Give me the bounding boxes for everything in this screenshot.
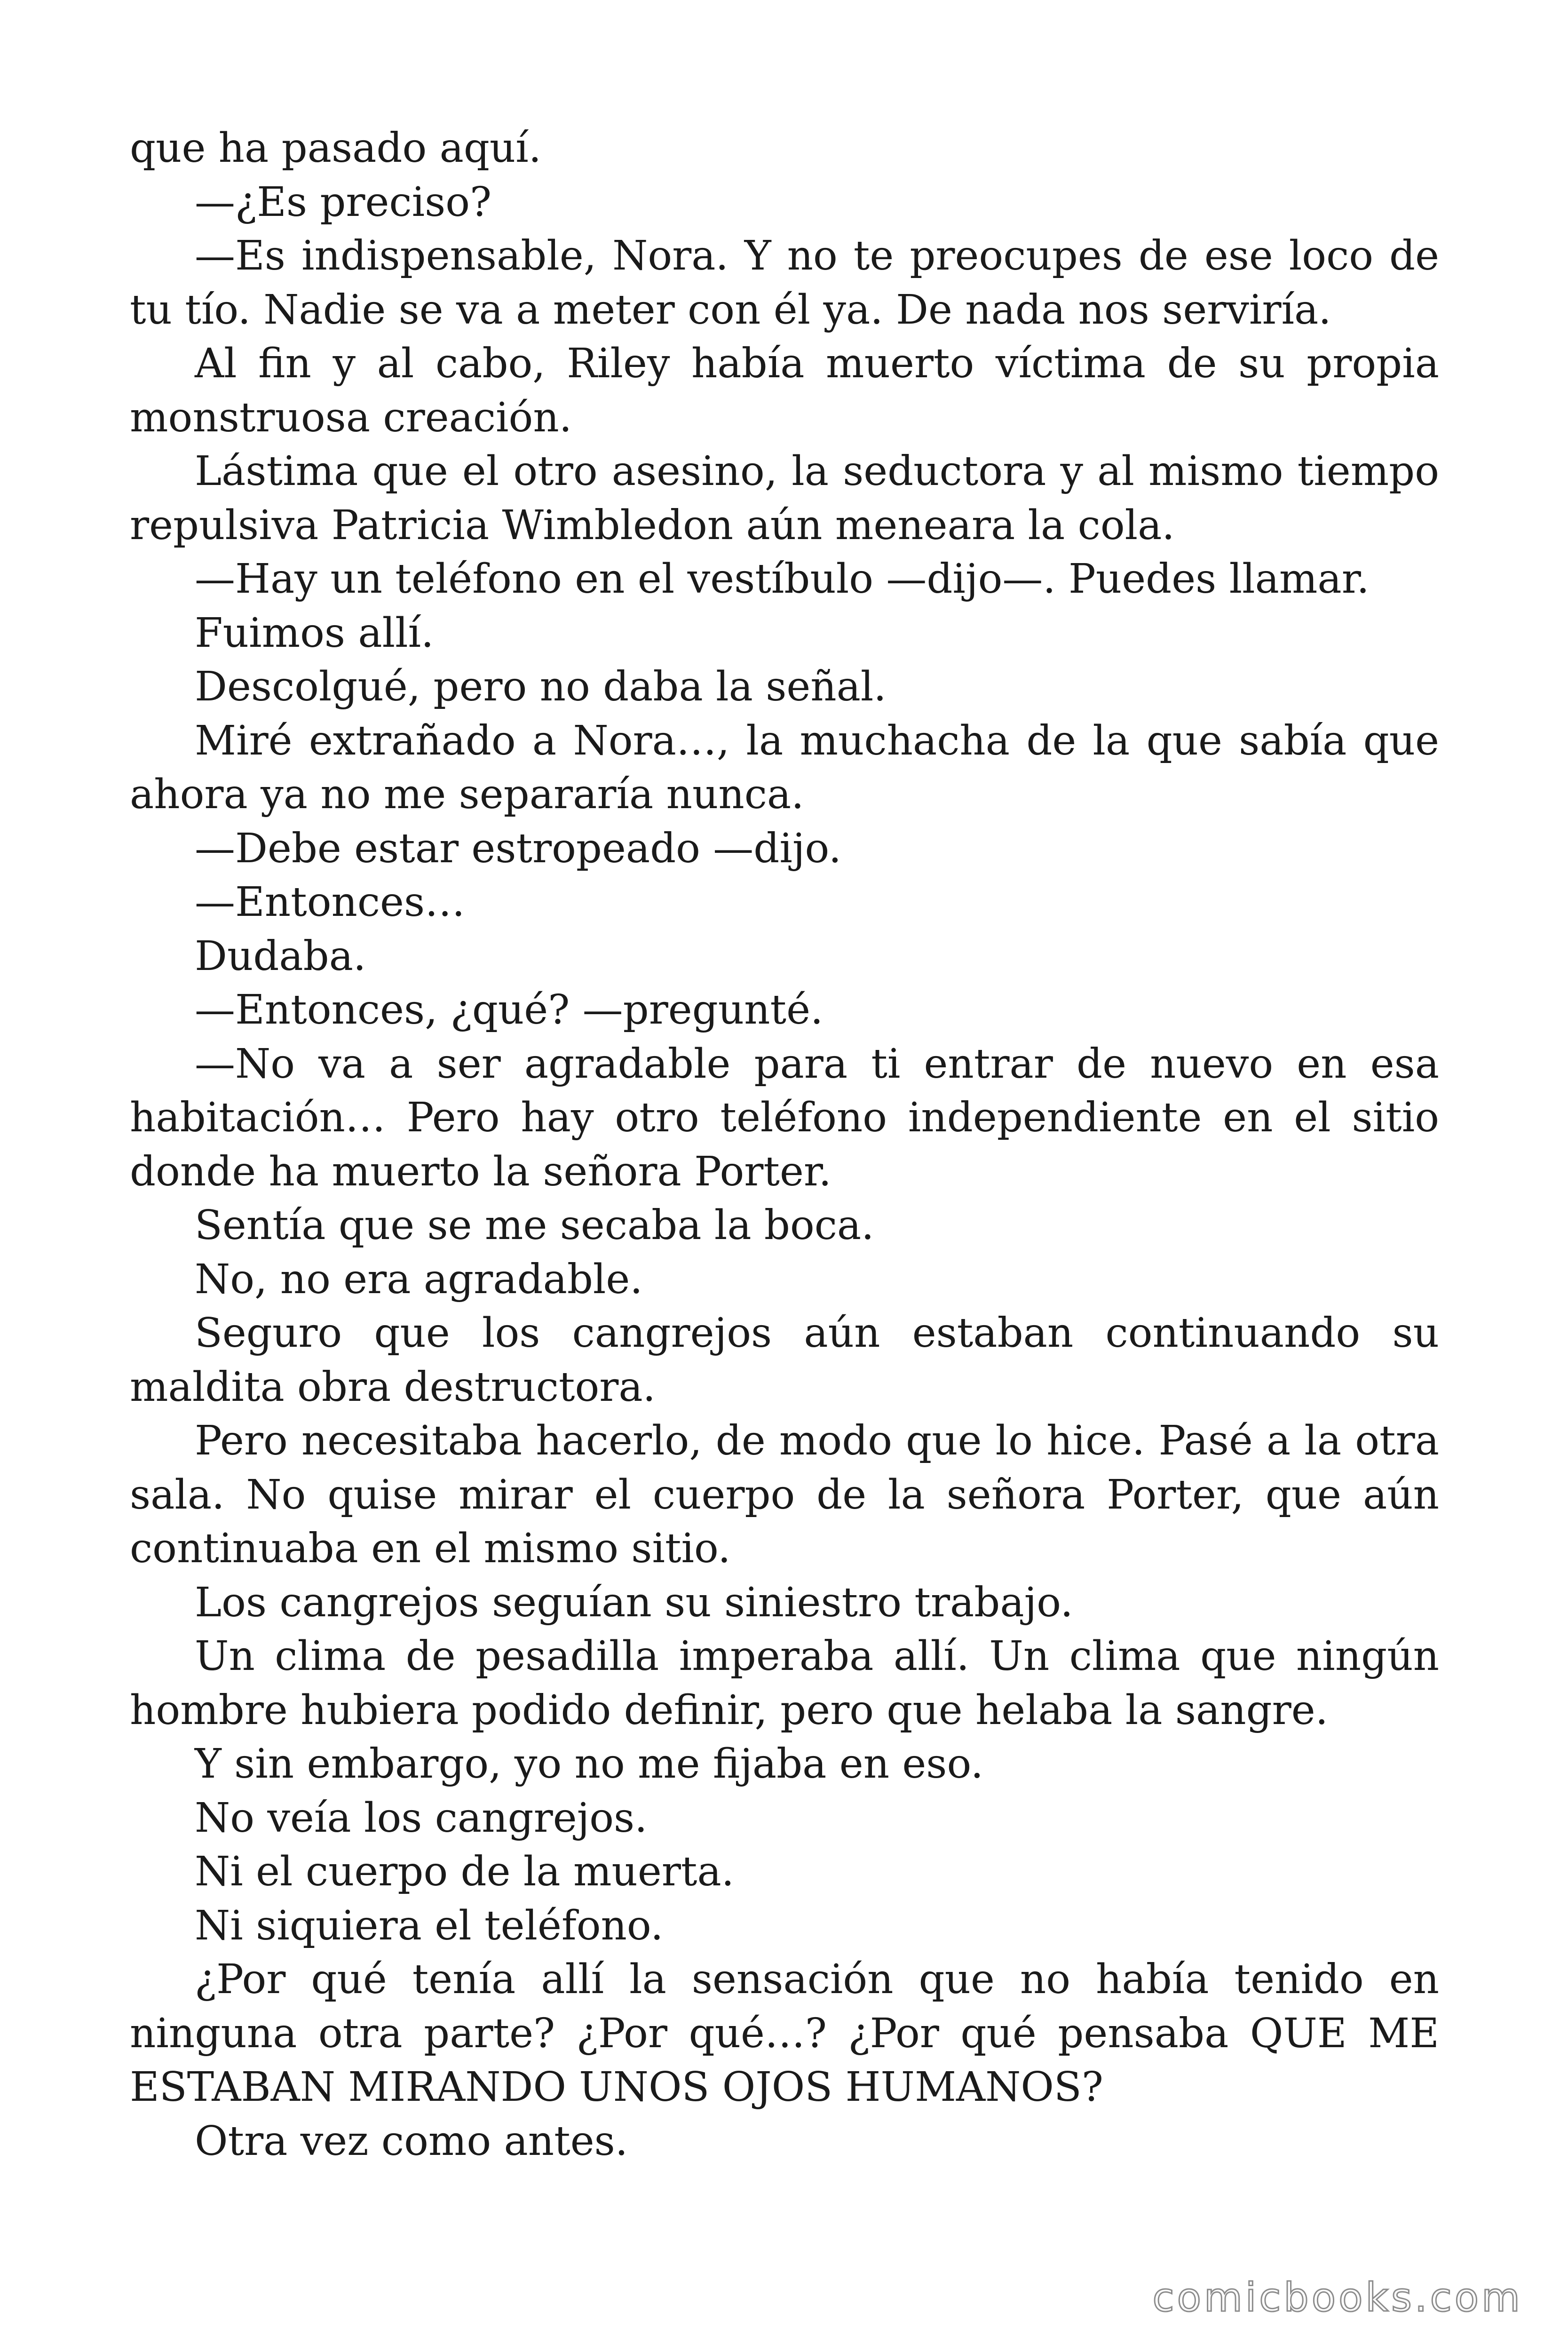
paragraph: Lástima que el otro asesino, la seductora y al mismo tiempo repulsiva Patricia Wimbledon aún meneara la cola. [130, 448, 1439, 549]
paragraph: Otra vez como antes. [195, 2117, 628, 2165]
paragraph: Los cangrejos seguían su siniestro trabajo. [195, 1579, 1073, 1626]
paragraph: —Hay un teléfono en el vestíbulo —dijo—. Puedes llamar. [195, 556, 1370, 603]
paragraph: No, no era agradable. [195, 1255, 643, 1303]
paragraph: Descolgué, pero no daba la señal. [195, 663, 887, 710]
paragraph: Al fin y al cabo, Riley había muerto víctima de su propia monstruosa creación. [130, 340, 1439, 441]
paragraph: —No va a ser agradable para ti entrar de nuevo en esa habitación… Pero hay otro teléfono independiente en el sitio donde ha muerto la señora Porter. [130, 1040, 1439, 1195]
paragraph: Seguro que los cangrejos aún estaban continuando su maldita obra destructora. [130, 1310, 1439, 1411]
paragraph: Pero necesitaba hacerlo, de modo que lo hice. Pasé a la otra sala. No quise mirar el cuerpo de la señora Porter, que aún continuaba en el mismo sitio. [130, 1417, 1439, 1572]
paragraph: que ha pasado aquí. [130, 125, 542, 172]
paragraph: Ni el cuerpo de la muerta. [195, 1848, 735, 1895]
paragraph: No veía los cangrejos. [195, 1794, 648, 1842]
paragraph: Ni siquiera el teléfono. [195, 1902, 664, 1949]
paragraph: Miré extrañado a Nora…, la muchacha de la que sabía que ahora ya no me separaría nunca. [130, 717, 1439, 818]
paragraph: Sentía que se me secaba la boca. [195, 1202, 874, 1249]
paragraph: Un clima de pesadilla imperaba allí. Un clima que ningún hombre hubiera podido definir, pero que helaba la sangre. [130, 1633, 1439, 1734]
paragraph: Dudaba. [195, 932, 366, 980]
paragraph: —Debe estar estropeado —dijo. [195, 825, 842, 872]
paragraph: —¿Es preciso? [195, 178, 492, 226]
page-text [130, 121, 1439, 2168]
paragraph: Y sin embargo, yo no me fijaba en eso. [195, 1740, 984, 1788]
watermark: comicbooks.com [1152, 2274, 1523, 2320]
paragraph: —Entonces… [195, 879, 466, 926]
paragraph: ¿Por qué tenía allí la sensación que no había tenido en ninguna otra parte? ¿Por qué…? ¿Por qué pensaba QUE ME ESTABAN MIRANDO UNOS OJOS HUMANOS? [130, 1956, 1439, 2111]
paragraph: —Entonces, ¿qué? —pregunté. [195, 986, 824, 1033]
paragraph: —Es indispensable, Nora. Y no te preocupes de ese loco de tu tío. Nadie se va a meter con él ya. De nada nos serviría. [130, 232, 1439, 334]
paragraph: Fuimos allí. [195, 609, 434, 657]
